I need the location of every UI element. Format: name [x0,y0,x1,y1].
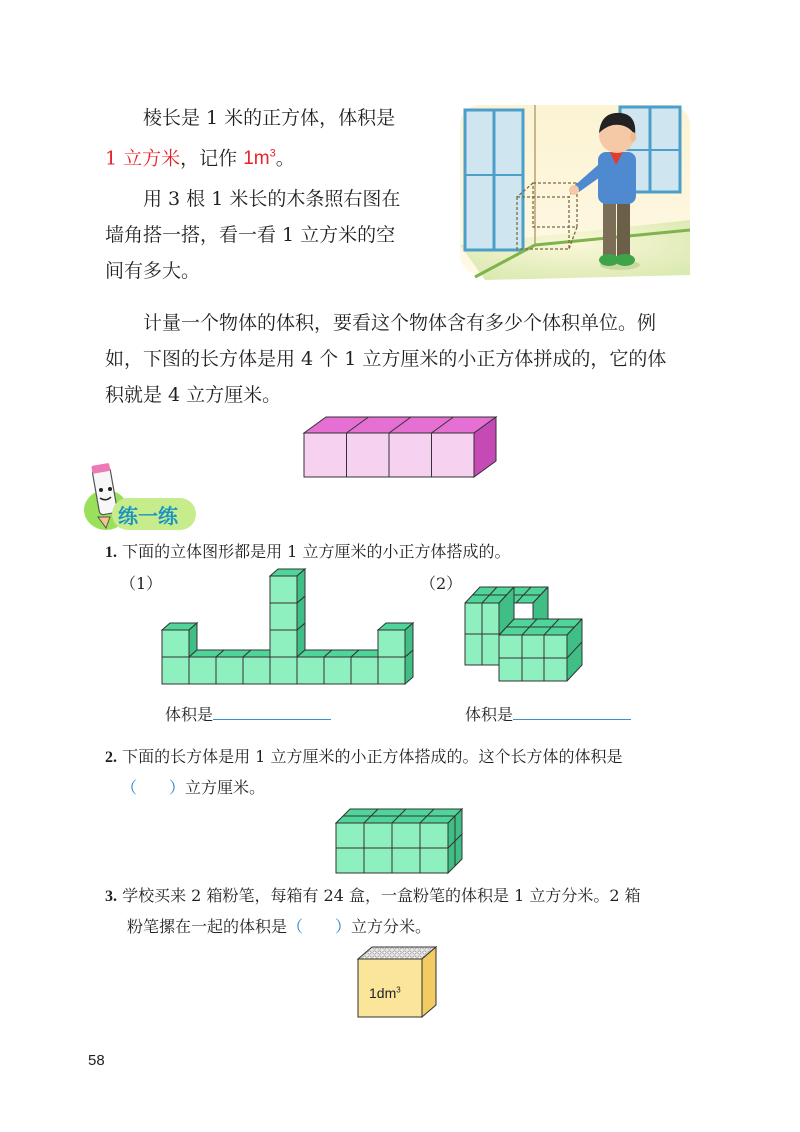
q1-answer-2-blank[interactable] [513,703,631,720]
question-3-text: 学校买来 2 箱粉笔，每箱有 24 盒，一盒粉笔的体积是 1 立方分米。2 箱 [122,886,641,905]
q1-sub2-label: （2） [420,574,463,593]
question-2-number: 2. [105,749,117,766]
page-number: 58 [88,1052,105,1069]
intro-line2 [105,136,445,177]
question-2-text: 下面的长方体是用 1 立方厘米的小正方体搭成的。这个长方体的体积是 [122,747,623,766]
chalk-box [357,945,447,1020]
cube-face [270,630,297,657]
question-2-line1 [105,742,705,773]
cube-face [162,630,189,657]
practice-badge [80,462,200,534]
measure-line2: 如，下图的长方体是用 4 个 1 立方厘米的小正方体拼成的，它的体 [105,348,667,370]
question-2 [105,742,705,803]
question-2-answer-blank[interactable]: （ ） [121,778,186,797]
intro-line3: 用 3 根 1 米长的木条照右图在 [143,188,401,211]
question-2-tail: 立方厘米。 [185,778,266,797]
question-3-tail: 立方分米。 [351,917,432,936]
q1-answer-2-label: 体积是 [465,705,514,724]
question-3-line2 [105,912,705,942]
intro-line2-mid: ，记作 [180,147,244,170]
practice-badge-label: 练一练 [118,504,178,528]
q1-answer-1 [165,700,331,730]
intro-line5: 间有多大。 [105,260,201,283]
q1-answer-2 [465,700,631,730]
cube-face [270,576,297,603]
question-3-answer-blank[interactable]: （ ） [287,917,352,936]
cube-face [324,657,351,684]
cube-face [378,657,405,684]
boy-cubic-meter-illustration [455,95,695,285]
measure-line3: 积就是 4 立方厘米。 [105,384,282,406]
q1-figure-2-cubes [460,575,575,685]
question-2-line2 [105,773,705,803]
intro-line1: 棱长是 1 米的正方体，体积是 [143,107,396,129]
cube-face [378,630,405,657]
q1-sub1-label: （1） [120,574,163,593]
intro-line4: 墙角搭一搭，看一看 1 立方米的空 [105,224,396,247]
cube-face [216,657,243,684]
pink-4-cube-cuboid [302,415,502,485]
question-3-number: 3. [105,888,117,905]
cube-face [189,657,216,684]
question-1 [105,537,705,568]
question-3-line1 [105,881,705,912]
cube-face [351,657,378,684]
q1-answer-1-label: 体积是 [165,705,214,724]
cubic-meter-symbol: $1m^3$ [243,148,276,170]
question-3 [105,881,705,942]
intro-line2-end: 。 [275,147,295,170]
measure-line1: 计量一个物体的体积，要看这个物体含有多少个体积单位。例 [143,312,657,334]
q1-figure-1-cubes [160,572,395,687]
measurement-paragraph [105,305,705,413]
question-1-number: 1. [105,544,117,561]
q1-answer-1-blank[interactable] [213,703,331,720]
chalk-box-label: $1dm^3$ [369,985,401,1001]
cube-face [270,657,297,684]
cubic-meter-term: 1 立方米 [105,147,181,170]
cube-face [270,603,297,630]
question-3-line2-text: 粉笔摞在一起的体积是 [127,917,288,936]
cube-face [297,657,324,684]
question-1-text: 下面的立体图形都是用 1 立方厘米的小正方体搭成的。 [122,542,511,561]
cube-face [243,657,270,684]
q2-green-cuboid [335,805,465,875]
cube-face [162,657,189,684]
chalk-box-drawing [357,945,447,1020]
intro-paragraph [105,100,445,289]
